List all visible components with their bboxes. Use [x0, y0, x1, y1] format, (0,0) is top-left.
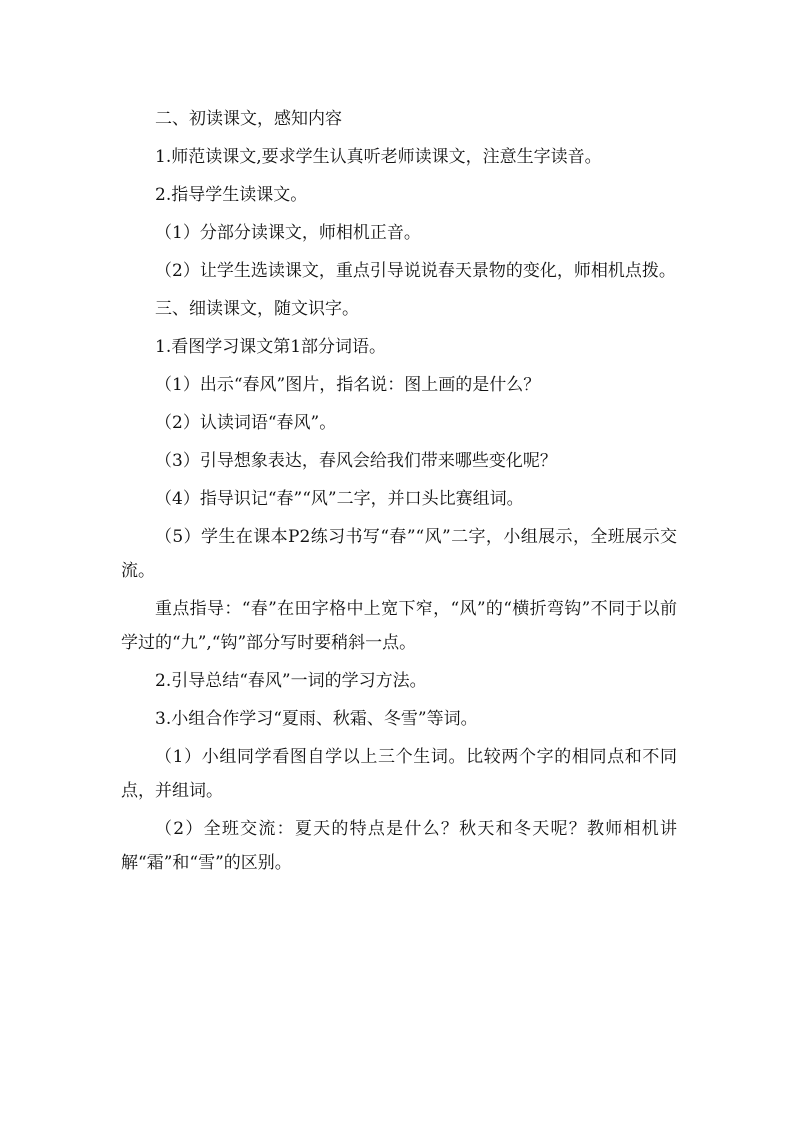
paragraph: 2.引导总结“春风”一词的学习方法。 [155, 671, 427, 691]
list-item: （4）指导识记“春”“风”二字，并口头比赛组词。 [155, 489, 524, 509]
list-item: （1）小组同学看图自学以上三个生词。比较两个字的相同点和不同点，并组词。 [121, 747, 677, 801]
list-item: （3）引导想象表达，春风会给我们带来哪些变化呢？ [155, 451, 557, 471]
paragraph: 2.指导学生读课文。 [155, 185, 308, 205]
section-heading: 二、初读课文，感知内容 [155, 109, 342, 129]
list-item: （2）让学生选读课文，重点引导说说春天景物的变化，师相机点拨。 [155, 261, 676, 281]
document-body [121, 100, 677, 882]
paragraph: 1.看图学习课文第1部分词语。 [155, 337, 387, 357]
paragraph: 重点指导：“春”在田字格中上宽下窄，“风”的“横折弯钩”不同于以前学过的“九”,“钩”部分写时要稍斜一点。 [121, 599, 677, 653]
list-item: （5）学生在课本P2练习书写“春”“风”二字，小组展示，全班展示交流。 [121, 527, 677, 581]
list-item: （1）分部分读课文，师相机正音。 [155, 223, 421, 243]
list-item: （2）认读词语“春风”。 [155, 413, 337, 433]
section-heading: 三、细读课文，随文识字。 [155, 299, 359, 319]
paragraph: 3.小组合作学习“夏雨、秋霜、冬雪”等词。 [155, 709, 478, 729]
list-item: （2）全班交流：夏天的特点是什么？秋天和冬天呢？教师相机讲解“霜”和“雪”的区别。 [121, 819, 677, 873]
paragraph: 1.师范读课文,要求学生认真听老师读课文，注意生字读音。 [155, 147, 602, 167]
list-item: （1）出示“春风”图片，指名说：图上画的是什么？ [155, 375, 541, 395]
